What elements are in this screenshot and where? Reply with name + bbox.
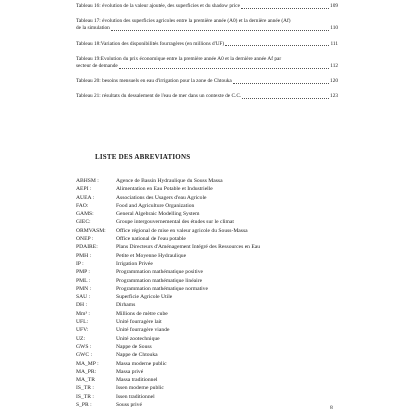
abbreviation-key: DH : (76, 302, 88, 309)
abbreviation-key: ABHSM : (76, 178, 99, 184)
toc-entry[interactable] (76, 3, 338, 10)
abbreviation-row (76, 277, 356, 285)
abbreviation-key: S_PR : (76, 402, 92, 409)
abbreviation-row (76, 185, 356, 193)
page-number: 8 (330, 405, 333, 411)
abbreviation-definition: Petite et Moyenne Hydraulique (116, 252, 187, 259)
abbreviation-key: MA_PR: (76, 368, 97, 375)
toc-entry[interactable] (76, 93, 338, 100)
abbreviation-key: IS_TR : (76, 385, 94, 392)
abbreviation-definition: Massa privé (116, 368, 144, 375)
section-title: LISTE DES ABREVIATIONS (95, 153, 191, 161)
toc-entry-title: Tableau 16: évolution de la valeur ajoutée, des superficies et du shadow price (76, 3, 240, 9)
abbreviation-key: PMN : (76, 285, 92, 292)
abbreviation-row (76, 293, 356, 301)
abbreviation-key: UFV: (76, 327, 89, 334)
abbreviation-row (76, 368, 356, 376)
abbreviation-row (76, 177, 356, 185)
abbreviation-definition: General Algebraic Modelling System (116, 211, 200, 218)
abbreviation-definition: Massa moderne public (116, 360, 167, 367)
toc-leader-dots (111, 30, 329, 31)
abbreviation-definition: Office national de l'eau potable (116, 236, 186, 243)
toc-page-number: 110 (330, 25, 338, 32)
abbreviation-key: IS_TR : (76, 393, 94, 400)
abbreviation-row (76, 235, 356, 243)
abbreviation-row (76, 335, 356, 343)
abbreviation-key: GIEC: (76, 219, 91, 226)
abbreviation-definition: Programmation mathématique positive (116, 269, 203, 276)
abbreviation-definition: Plans Directeurs d'Aménagement Intégré des Ressources en Eau (116, 244, 261, 251)
toc-page-number: 111 (330, 40, 338, 47)
abbreviation-row (76, 326, 356, 334)
abbreviation-row (76, 243, 356, 251)
list-of-tables (76, 3, 338, 109)
abbreviation-row (76, 202, 356, 210)
abbreviation-row (76, 227, 356, 235)
abbreviation-key: ONEP : (76, 236, 94, 243)
toc-entry[interactable] (76, 18, 338, 32)
abbreviation-definition: Superficie Agricole Utile (116, 294, 173, 301)
toc-entry-title: Tableau 21: résultats du dessalement de l'eau de mer dans un contexte de C.C. (76, 93, 242, 100)
abbreviation-row (76, 376, 356, 384)
abbreviation-row (76, 218, 356, 226)
abbreviation-definition: Programmation mathématique linéaire (116, 277, 203, 284)
abbreviation-row (76, 210, 356, 218)
toc-line (76, 63, 338, 70)
toc-entry-title: Tableau 17: évolution des superficies agricoles entre la première année (A0) et la dernière année (Af) (76, 18, 291, 25)
toc-page-number: 112 (330, 63, 338, 70)
abbreviation-definition: Agence de Bassin Hydraulique du Souss Massa (116, 178, 223, 184)
abbreviation-key: GWS : (76, 343, 92, 350)
abbreviation-row (76, 285, 356, 293)
toc-line (76, 93, 338, 100)
abbreviation-definition: Massa traditionnel (116, 377, 158, 384)
toc-entry-title: Tableau 18:Variation des disponibilités fourragères (en millions d'UF) (76, 40, 225, 47)
abbreviation-definition: Programmation mathématique normative (116, 285, 208, 292)
toc-leader-dots (233, 83, 329, 84)
toc-line (76, 25, 338, 32)
toc-page-number: 120 (330, 78, 338, 85)
abbreviation-definition: Issen moderne public (116, 385, 164, 392)
abbreviation-definition: Unité fourragère lait (116, 319, 162, 326)
toc-entry-title: secteur de demande (76, 63, 118, 70)
abbreviation-key: FAO: (76, 202, 89, 209)
abbreviation-definition: Nappe de Chtouka (116, 352, 158, 359)
abbreviation-key: GWC : (76, 352, 93, 359)
abbreviation-key: MA_TR (76, 377, 95, 384)
toc-leader-dots (241, 8, 329, 9)
toc-page-number: 109 (330, 3, 338, 9)
abbreviation-definition: Issen traditionnel (116, 393, 155, 400)
abbreviation-row (76, 260, 356, 268)
abbreviation-definition: Millions de mètre cube (116, 310, 168, 317)
abbreviation-key: SAU : (76, 294, 91, 301)
abbreviation-key: PML : (76, 277, 91, 284)
toc-leader-dots (225, 45, 329, 46)
abbreviation-definition: Office régional de mise en valeur agricole du Souss-Massa (116, 227, 248, 234)
abbreviation-key: AUEA : (76, 194, 95, 201)
abbreviation-row (76, 384, 356, 392)
abbreviation-definition: Irrigation Privée (116, 260, 153, 267)
abbreviation-row (76, 268, 356, 276)
abbreviation-row (76, 343, 356, 351)
abbreviation-key: GAMS: (76, 211, 94, 218)
abbreviation-row (76, 360, 356, 368)
abbreviation-definition: Food and Agriculture Organization (116, 202, 195, 209)
toc-page-number: 123 (330, 93, 338, 100)
toc-leader-dots (119, 68, 329, 69)
abbreviation-key: MA_MP : (76, 360, 99, 367)
abbreviation-key: AEPI : (76, 186, 92, 193)
toc-line (76, 41, 338, 48)
abbreviation-definition: Groupe intergouvernemental des études sur le climat (116, 219, 234, 226)
abbreviation-key: IP : (76, 260, 84, 267)
toc-entry[interactable] (76, 78, 338, 85)
abbreviation-key: UFL: (76, 319, 89, 326)
toc-line (76, 56, 338, 63)
toc-entry-title: Tableau 20: besoins mensuels en eau d'irrigation pour la zone de Chtouka (76, 78, 232, 85)
abbreviation-key: Mm³ : (76, 310, 90, 317)
toc-entry[interactable] (76, 41, 338, 48)
toc-entry-title: de la simulation (76, 25, 110, 32)
abbreviation-row (76, 318, 356, 326)
abbreviation-definition: Souss privé (116, 402, 142, 409)
abbreviation-row (76, 401, 356, 409)
toc-line (76, 78, 338, 85)
toc-leader-dots (242, 98, 329, 99)
abbreviation-row (76, 393, 356, 401)
abbreviation-key: ORMVASM: (76, 227, 106, 234)
abbreviation-row (76, 351, 356, 359)
abbreviation-key: UZ: (76, 335, 86, 342)
abbreviation-row (76, 252, 356, 260)
abbreviation-key: PMP : (76, 269, 90, 276)
abbreviation-definition: Unité fourragère viande (116, 327, 170, 334)
toc-line (76, 3, 338, 10)
toc-entry-title: Tableau 19:Evolution du prix économique entre la première année A0 et la dernière année Af par (76, 55, 282, 62)
abbreviation-key: PDAIRE: (76, 244, 98, 251)
toc-line (76, 18, 338, 25)
abbreviation-row (76, 301, 356, 309)
abbreviation-list (76, 177, 356, 409)
abbreviation-key: PMH : (76, 252, 92, 259)
abbreviation-definition: Associations des Usagers d'eau Agricole (116, 194, 207, 201)
abbreviation-row (76, 194, 356, 202)
abbreviation-row (76, 310, 356, 318)
abbreviation-definition: Nappe de Souss (116, 343, 152, 350)
abbreviation-definition: Dirhams (116, 302, 136, 309)
toc-entry[interactable] (76, 56, 338, 70)
abbreviation-definition: Unité zootechnique (116, 335, 160, 342)
abbreviation-definition: Alimentation en Eau Potable et Industrielle (116, 186, 213, 193)
